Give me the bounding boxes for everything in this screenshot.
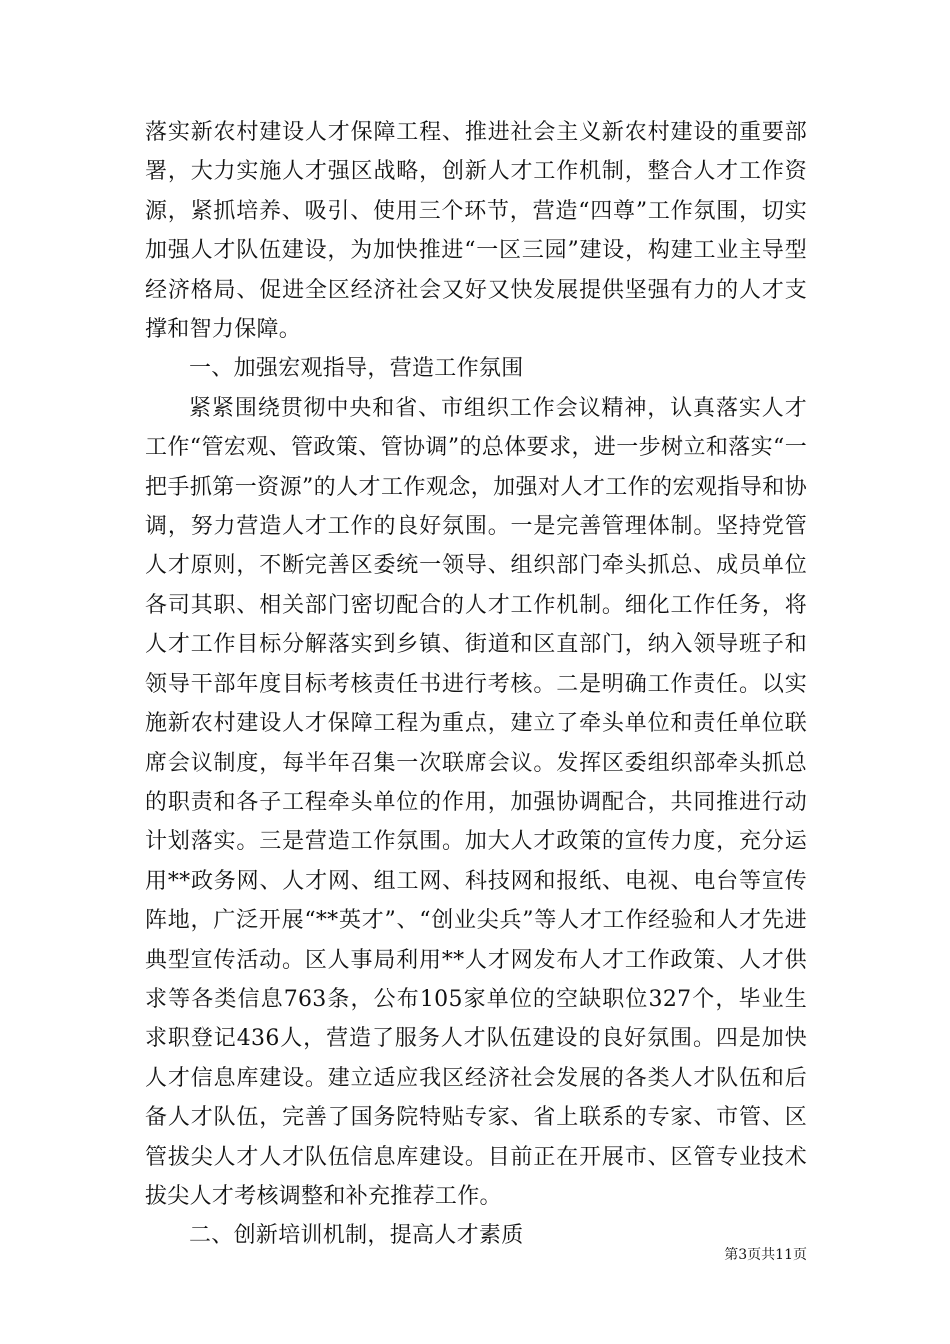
- section-heading-2: 二、创新培训机制，提高人才素质: [189, 1223, 524, 1249]
- section-heading-1: 一、加强宏观指导，营造工作氛围: [189, 356, 524, 382]
- paragraph-body: 紧紧围绕贯彻中央和省、市组织工作会议精神，认真落实人才工作“管宏观、管政策、管协调”的总体要求，进一步树立和落实“一把手抓第一资源”的人才工作观念，加强对人才工作的宏观指导和协调，努力营造人才工作的良好氛围。一是完善管理体制。坚持党管人才原则，不断完善区委统一领导、组织部门牵头抓总、成员单位各司其职、相关部门密切配合的人才工作机制。细化工作任务，将人才工作目标分解落实到乡镇、街道和区直部门，纳入领导班子和领导干部年度目标考核责任书进行考核。二是明确工作责任。以实施新农村建设人才保障工程为重点，建立了牵头单位和责任单位联席会议制度，每半年召集一次联席会议。发挥区委组织部牵头抓总的职责和各子工程牵头单位的作用，加强协调配合，共同推进行动计划落实。三是营造工作氛围。加大人才政策的宣传力度，充分运用**政务网、人才网、组工网、科技网和报纸、电视、电台等宣传阵地，广泛开展“**英才”、“创业尖兵”等人才工作经验和人才先进典型宣传活动。区人事局利用**人才网发布人才工作政策、人才供求等各类信息763条，公布105家单位的空缺职位327个，毕业生求职登记436人，营造了服务人才队伍建设的良好氛围。四是加快人才信息库建设。建立适应我区经济社会发展的各类人才队伍和后备人才队伍，完善了国务院特贴专家、省上联系的专家、市管、区管拔尖人才人才队伍信息库建设。目前正在开展市、区管专业技术拔尖人才考核调整和补充推荐工作。: [145, 395, 807, 1209]
- paragraph-continuation: 落实新农村建设人才保障工程、推进社会主义新农村建设的重要部署，大力实施人才强区战略，创新人才工作机制，整合人才工作资源，紧抓培养、吸引、使用三个环节，营造“四尊”工作氛围，切实加强人才队伍建设，为加快推进“一区三园”建设，构建工业主导型经济格局、促进全区经济社会又好又快发展提供坚强有力的人才支撑和智力保障。: [145, 120, 807, 343]
- page-number-footer: 第3页共11页: [724, 1247, 807, 1263]
- document-body: [145, 113, 807, 1256]
